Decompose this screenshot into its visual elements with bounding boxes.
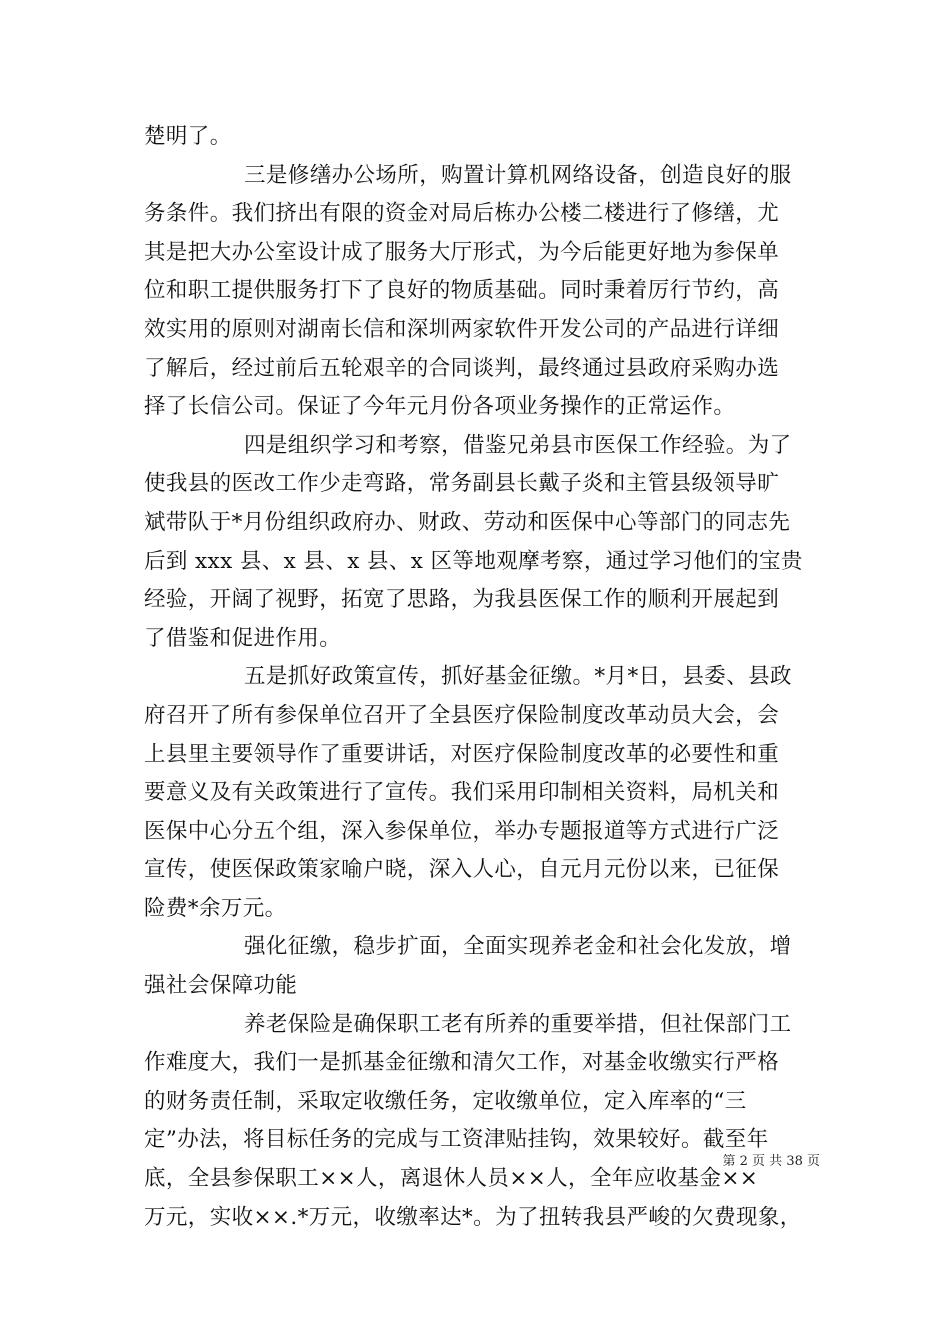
- page-number-footer: 第 2 页 共 38 页: [722, 1154, 820, 1169]
- text-line: 择了长信公司。保证了今年元月份各项业务操作的正常运作。: [144, 394, 736, 420]
- text-line: 楚明了。: [144, 124, 232, 149]
- text-line: 的财务责任制，采取定收缴任务，定收缴单位，定入库率的“三: [144, 1088, 747, 1114]
- text-line: 四是组织学习和考察，借鉴兄弟县市医保工作经验。为了: [244, 432, 792, 458]
- text-line: 养老保险是确保职工老有所养的重要举措，但社保部门工: [244, 1011, 792, 1037]
- text-line: 其是把大办公室设计成了服务大厅形式，为今后能更好地为参保单: [144, 239, 780, 265]
- text-line: 务条件。我们挤出有限的资金对局后栋办公楼二楼进行了修缮，尤: [144, 201, 780, 227]
- text-line: 府召开了所有参保单位召开了全县医疗保险制度改革动员大会，会: [144, 702, 780, 728]
- text-line: 后到 xxx 县、x 县、x 县、x 区等地观摩考察，通过学习他们的宝贵: [144, 548, 803, 574]
- text-line: 宣传，使医保政策家喻户晓，深入人心，自元月元份以来，已征保: [144, 857, 780, 883]
- text-line: 万元，实收××.*万元，收缴率达*。为了扭转我县严峻的欠费现象，: [144, 1204, 802, 1230]
- body-text: [144, 118, 824, 1237]
- text-line: 了借鉴和促进作用。: [144, 625, 342, 651]
- section-heading-line: 强化征缴，稳步扩面，全面实现养老金和社会化发放，增: [244, 934, 792, 960]
- text-line: 位和职工提供服务打下了良好的物质基础。同时秉着厉行节约，高: [144, 278, 780, 304]
- text-line: 上县里主要领导作了重要讲话，对医疗保险制度改革的必要性和重: [144, 741, 780, 767]
- text-line: 底，全县参保职工××人，离退休人员××人，全年应收基金××: [144, 1166, 759, 1192]
- text-line: 使我县的医改工作少走弯路，常务副县长戴子炎和主管县级领导旷: [144, 471, 780, 497]
- text-line: 五是抓好政策宣传，抓好基金征缴。*月*日，县委、县政: [244, 664, 792, 690]
- text-line: 定”办法，将目标任务的完成与工资津贴挂钩，效果较好。截至年: [144, 1127, 769, 1153]
- section-heading-line: 强社会保障功能: [144, 973, 298, 999]
- text-line: 斌带队于*月份组织政府办、财政、劳动和医保中心等部门的同志先: [144, 509, 791, 535]
- text-line: 作难度大，我们一是抓基金征缴和清欠工作，对基金收缴实行严格: [144, 1050, 780, 1076]
- text-line: 经验，开阔了视野，拓宽了思路，为我县医保工作的顺利开展起到: [144, 587, 780, 613]
- text-line: 了解后，经过前后五轮艰辛的合同谈判，最终通过县政府采购办选: [144, 355, 780, 381]
- text-line: 效实用的原则对湖南长信和深圳两家软件开发公司的产品进行详细: [144, 316, 780, 342]
- text-line: 医保中心分五个组，深入参保单位，举办专题报道等方式进行广泛: [144, 818, 780, 844]
- text-line: 险费*余万元。: [144, 895, 287, 921]
- text-line: 要意义及有关政策进行了宣传。我们采用印制相关资料，局机关和: [144, 780, 780, 806]
- text-line: 三是修缮办公场所，购置计算机网络设备，创造良好的服: [244, 162, 792, 188]
